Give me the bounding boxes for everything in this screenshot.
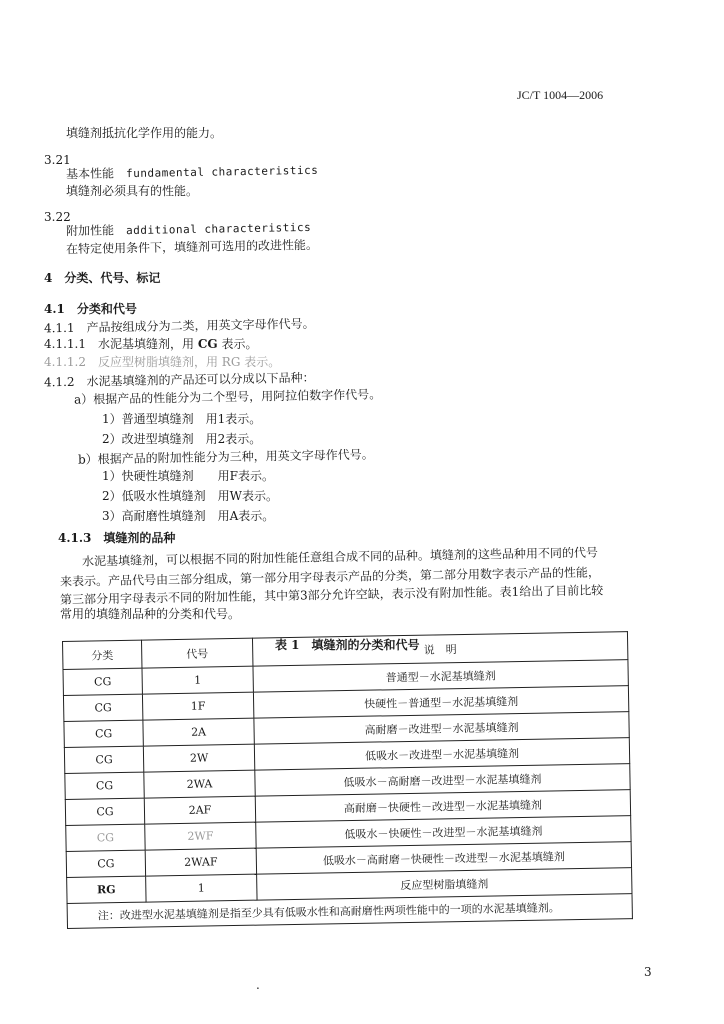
cell-category: CG [66,824,145,851]
subsection-heading: 4.1.3 填缝剂的品种 [58,531,176,545]
table-note: 注：改进型水泥基填缝剂是指至少具有低吸水性和高耐磨性两项性能中的一项的水泥基填缝剂。 [67,894,632,929]
header-description: 说 明 [252,632,627,667]
cell-description: 低吸水－高耐磨－改进型－水泥基填缝剂 [255,764,630,797]
clause-text [44,336,257,352]
term-en: additional characteristics [125,220,312,238]
cell-code: 2WA [144,770,255,798]
cell-description: 高耐磨－改进型－水泥基填缝剂 [254,712,629,745]
term-definition: 在特定使用条件下，填缝剂可选用的改进性能。 [65,237,319,257]
cell-description: 低吸水－改进型－水泥基填缝剂 [254,738,629,771]
term-en: fundamental characteristics [125,163,319,181]
list-subitem: 2）低吸水性填缝剂 用W表示。 [102,489,278,503]
cell-category: CG [64,746,143,773]
cell-category: CG [63,694,142,721]
cell-category: CG [65,798,144,825]
clause-number: 3.22 [44,210,71,224]
list-subitem: 3）高耐磨性填缝剂 用A表示。 [102,509,275,523]
list-item: b）根据产品的附加性能分为三种，用英文字母作代号。 [77,447,374,467]
subsection-heading: 4.1 分类和代号 [44,302,137,316]
code-cg: CG [197,337,218,351]
table-title: 表 1 填缝剂的分类和代号 [275,638,420,652]
list-subitem: 1）普通型填缝剂 用1表示。 [102,412,262,426]
term-cn: 基本性能 [65,166,115,182]
term-heading [66,162,319,183]
clause-text: 4.1.1 产品按组成分为二类，用英文字母作代号。 [43,316,315,336]
cell-description: 普通型－水泥基填缝剂 [253,660,628,693]
cell-description: 高耐磨－快硬性－改进型－水泥基填缝剂 [255,790,630,823]
cell-category: CG [64,720,143,747]
cell-code: 1F [142,692,253,720]
cell-category: CG [66,850,145,877]
list-subitem: 1）快硬性填缝剂 用F表示。 [102,469,274,483]
cell-code: 2W [143,744,254,772]
clause-text-part: 4.1.1.1 水泥基填缝剂，用 [44,337,198,351]
cell-code: 2WAF [145,848,256,876]
term-cn: 附加性能 [65,223,115,239]
standard-code: JC/T 1004—2006 [517,88,604,102]
list-subitem: 2）改进型填缝剂 用2表示。 [102,432,262,446]
classification-table [62,631,635,929]
text-line: 填缝剂抵抗化学作用的能力。 [66,126,223,140]
header-code: 代号 [141,638,252,668]
paragraph-line: 水泥基填缝剂，可以根据不同的附加性能任意组合成不同的品种。填缝剂的这些品种用不同的代号 [81,545,599,569]
cell-category: CG [65,772,144,799]
clause-text: 4.1.2 水泥基填缝剂的产品还可以分成以下品种： [43,370,315,390]
page-number: 3 [644,965,652,979]
paragraph-line: 来表示。产品代号由三部分组成，第一部分用字母表示产品的分类，第二部分用数字表示产品的性能， [59,565,601,589]
scan-mark: . [256,978,260,992]
clause-number: 3.21 [44,153,71,167]
list-item: a）根据产品的性能分为二个型号，用阿拉伯数字作代号。 [73,387,382,407]
cell-code: 2A [143,718,254,746]
header-category: 分类 [63,640,142,669]
cell-code: 1 [142,666,253,694]
cell-category: CG [63,668,142,695]
cell-description: 低吸水－高耐磨－快硬性－改进型－水泥基填缝剂 [256,842,631,875]
section-heading: 4 分类、代号、标记 [44,271,161,285]
clause-text: 4.1.1.2 反应型树脂填缝剂，用 RG 表示。 [44,355,281,369]
cell-description: 快硬性－普通型－水泥基填缝剂 [253,686,628,719]
cell-category: RG [67,876,146,903]
cell-code: 1 [146,874,257,902]
cell-code: 2WF [145,822,256,850]
cell-description: 低吸水－快硬性－改进型－水泥基填缝剂 [256,816,631,849]
paragraph-line: 第三部分用字母表示不同的附加性能，其中第3部分允许空缺，表示没有附加性能。表1给出了目前比较 [59,583,604,607]
term-definition: 填缝剂必须具有的性能。 [66,184,199,198]
cell-description: 反应型树脂填缝剂 [257,868,632,901]
clause-text-part: 表示。 [217,337,258,351]
cell-code: 2AF [144,796,255,824]
paragraph-line: 常用的填缝剂品种的分类和代号。 [60,607,241,621]
